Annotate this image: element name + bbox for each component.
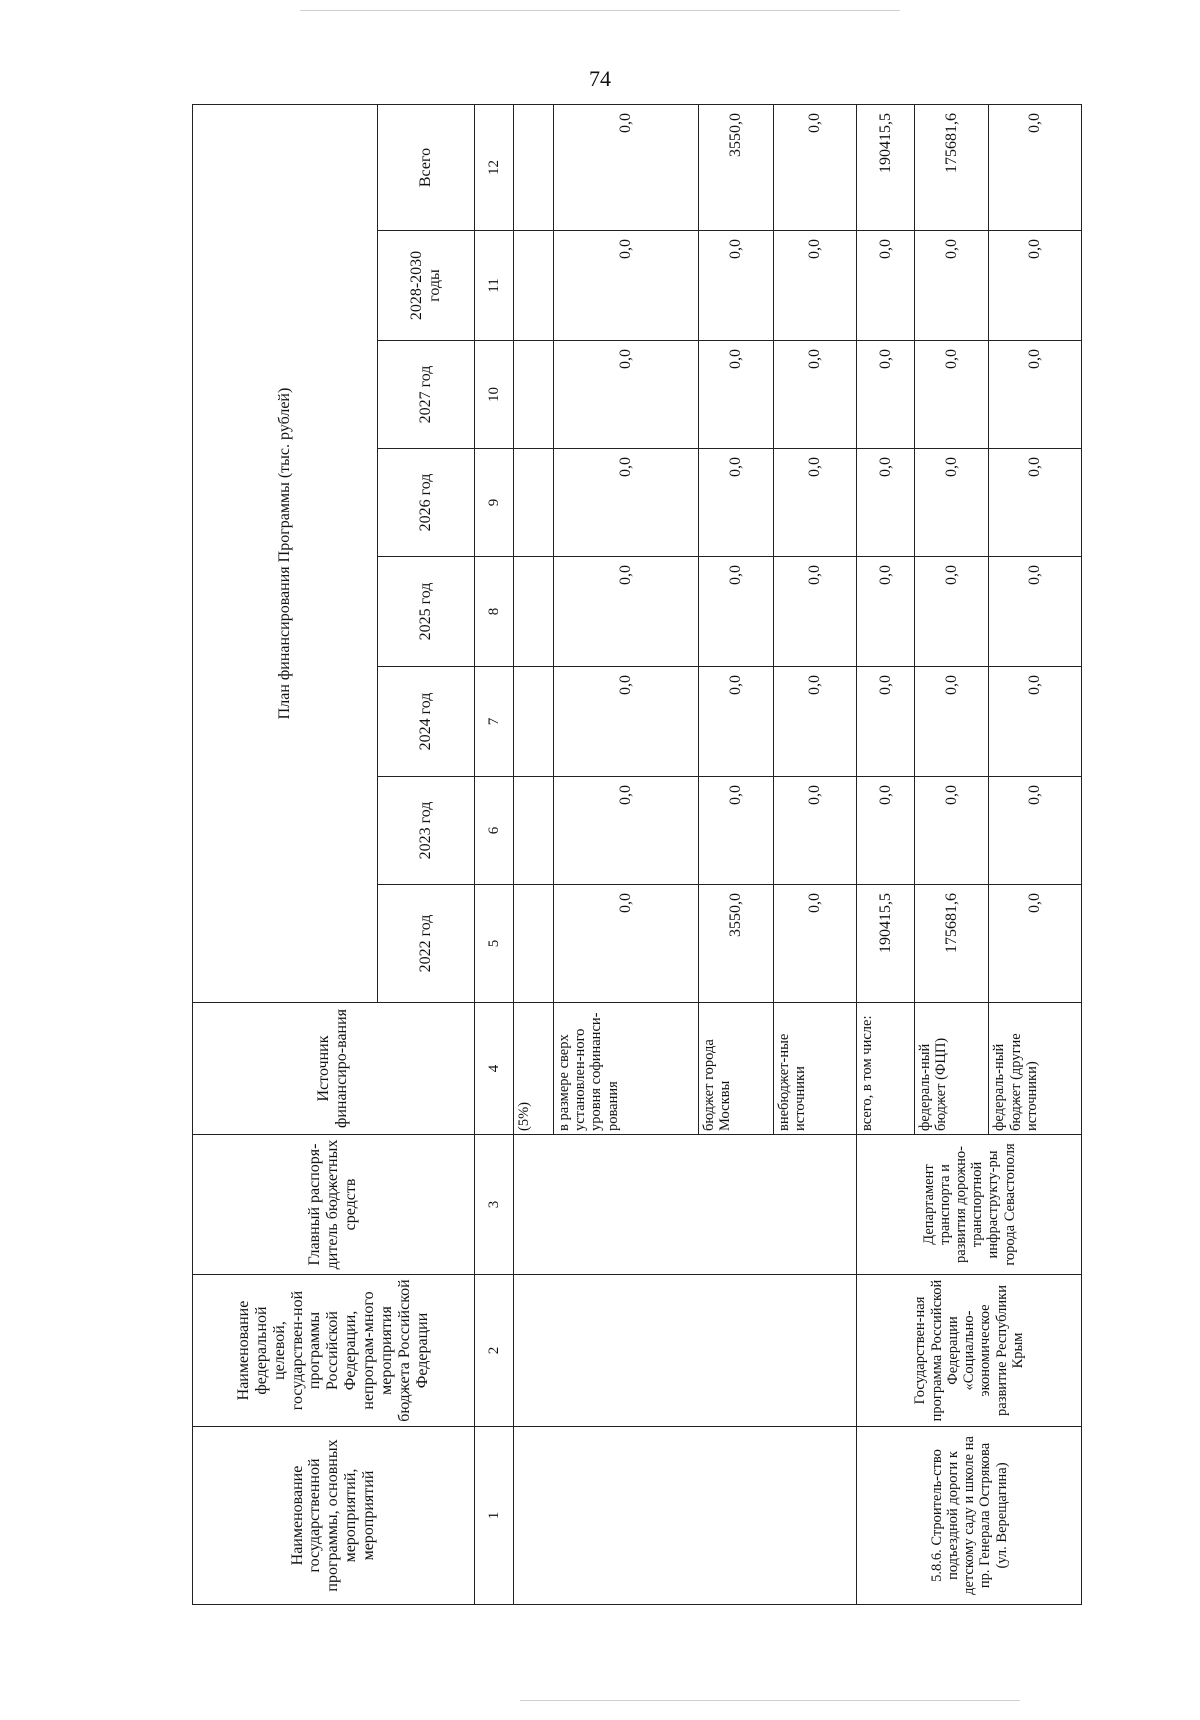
value-cell: 0,0 bbox=[699, 341, 774, 449]
header-funding-source: Источник финансиро-вания bbox=[193, 1003, 475, 1135]
column-number: 12 bbox=[474, 104, 514, 230]
funding-source-cell: (5%) bbox=[514, 1003, 554, 1135]
value-cell bbox=[514, 667, 554, 777]
value-cell bbox=[514, 885, 554, 1003]
value-cell: 0,0 bbox=[553, 104, 698, 230]
value-cell: 0,0 bbox=[989, 231, 1082, 341]
header-year-2026: 2026 год bbox=[377, 449, 474, 557]
value-cell: 0,0 bbox=[553, 557, 698, 667]
value-cell: 0,0 bbox=[773, 667, 857, 777]
value-cell: 0,0 bbox=[989, 557, 1082, 667]
table-row bbox=[514, 104, 554, 1604]
value-cell: 0,0 bbox=[989, 667, 1082, 777]
value-cell: 190415,5 bbox=[857, 885, 914, 1003]
value-cell: 0,0 bbox=[553, 885, 698, 1003]
value-cell: 0,0 bbox=[857, 557, 914, 667]
value-cell: 0,0 bbox=[773, 557, 857, 667]
value-cell: 0,0 bbox=[553, 667, 698, 777]
value-cell: 0,0 bbox=[553, 341, 698, 449]
item-manager-cell: Департамент транспорта и развития дорожно-транспортной инфраструкту-ры города Севастополя bbox=[857, 1135, 1082, 1275]
value-cell: 0,0 bbox=[857, 341, 914, 449]
header-year-2023: 2023 год bbox=[377, 777, 474, 885]
column-number: 10 bbox=[474, 341, 514, 449]
header-year-2028-2030: 2028-2030 годы bbox=[377, 231, 474, 341]
column-number: 7 bbox=[474, 667, 514, 777]
funding-source-cell: всего, в том числе: bbox=[857, 1003, 914, 1135]
value-cell: 0,0 bbox=[914, 667, 989, 777]
header-row bbox=[193, 104, 378, 1604]
header-year-2025: 2025 год bbox=[377, 557, 474, 667]
column-number-row bbox=[474, 104, 514, 1604]
value-cell: 0,0 bbox=[857, 449, 914, 557]
column-number: 5 bbox=[474, 885, 514, 1003]
blank-cell bbox=[514, 1135, 857, 1275]
header-year-2024: 2024 год bbox=[377, 667, 474, 777]
value-cell bbox=[514, 449, 554, 557]
page-number: 74 bbox=[589, 66, 611, 91]
value-cell: 0,0 bbox=[699, 449, 774, 557]
item-name-cell: 5.8.6. Строитель-ство подъездной дороги к детскому саду и школе на пр. Генерала Острякова (ул. Верещагина) bbox=[857, 1427, 1082, 1605]
value-cell bbox=[514, 777, 554, 885]
item-program-cell: Государствен-ная программа Российской Федерации «Социально-экономическое развитие Республики Крым bbox=[857, 1275, 1082, 1427]
column-number: 1 bbox=[474, 1427, 514, 1605]
funding-source-cell: внебюджет-ные источники bbox=[773, 1003, 857, 1135]
value-cell: 0,0 bbox=[553, 777, 698, 885]
value-cell: 0,0 bbox=[773, 231, 857, 341]
funding-table-rotated bbox=[192, 105, 1082, 1605]
value-cell: 175681,6 bbox=[914, 104, 989, 230]
value-cell: 3550,0 bbox=[699, 885, 774, 1003]
value-cell: 0,0 bbox=[914, 341, 989, 449]
column-number: 6 bbox=[474, 777, 514, 885]
value-cell: 3550,0 bbox=[699, 104, 774, 230]
value-cell: 175681,6 bbox=[914, 885, 989, 1003]
value-cell: 0,0 bbox=[989, 449, 1082, 557]
value-cell bbox=[514, 231, 554, 341]
table-row bbox=[857, 104, 914, 1604]
value-cell: 0,0 bbox=[553, 231, 698, 341]
value-cell bbox=[514, 557, 554, 667]
value-cell: 0,0 bbox=[989, 885, 1082, 1003]
value-cell: 190415,5 bbox=[857, 104, 914, 230]
value-cell: 0,0 bbox=[857, 231, 914, 341]
value-cell: 0,0 bbox=[914, 231, 989, 341]
value-cell: 0,0 bbox=[699, 557, 774, 667]
header-year-2022: 2022 год bbox=[377, 885, 474, 1003]
value-cell: 0,0 bbox=[699, 777, 774, 885]
column-number: 2 bbox=[474, 1275, 514, 1427]
column-number: 9 bbox=[474, 449, 514, 557]
value-cell bbox=[514, 104, 554, 230]
value-cell: 0,0 bbox=[773, 104, 857, 230]
value-cell: 0,0 bbox=[914, 557, 989, 667]
column-number: 11 bbox=[474, 231, 514, 341]
funding-plan-table bbox=[192, 104, 1082, 1605]
funding-source-cell: федераль-ный бюджет (ФЦП) bbox=[914, 1003, 989, 1135]
column-number: 4 bbox=[474, 1003, 514, 1135]
value-cell: 0,0 bbox=[989, 104, 1082, 230]
header-federal-program: Наименование федеральной целевой, государствен-ной программы Российской Федерации, непрограм-много мероприятия бюджета Российской Федерации bbox=[193, 1275, 475, 1427]
header-total: Всего bbox=[377, 104, 474, 230]
value-cell: 0,0 bbox=[773, 885, 857, 1003]
value-cell: 0,0 bbox=[989, 777, 1082, 885]
header-funding-plan: План финансирования Программы (тыс. рублей) bbox=[193, 104, 378, 1002]
blank-cell bbox=[514, 1275, 857, 1427]
value-cell: 0,0 bbox=[699, 231, 774, 341]
column-number: 8 bbox=[474, 557, 514, 667]
value-cell: 0,0 bbox=[773, 341, 857, 449]
value-cell: 0,0 bbox=[773, 449, 857, 557]
value-cell: 0,0 bbox=[699, 667, 774, 777]
header-year-2027: 2027 год bbox=[377, 341, 474, 449]
value-cell bbox=[514, 341, 554, 449]
header-budget-manager: Главный распоря-дитель бюджетных средств bbox=[193, 1135, 475, 1275]
value-cell: 0,0 bbox=[857, 777, 914, 885]
funding-source-cell: федераль-ный бюджет (другие источники) bbox=[989, 1003, 1082, 1135]
column-number: 3 bbox=[474, 1135, 514, 1275]
funding-source-cell: в размере сверх установлен-ного уровня софинанси-рования bbox=[553, 1003, 698, 1135]
value-cell: 0,0 bbox=[857, 667, 914, 777]
funding-source-cell: бюджет города Москвы bbox=[699, 1003, 774, 1135]
value-cell: 0,0 bbox=[914, 449, 989, 557]
value-cell: 0,0 bbox=[914, 777, 989, 885]
value-cell: 0,0 bbox=[553, 449, 698, 557]
header-program-name: Наименование государственной программы, основных мероприятий, мероприятий bbox=[193, 1427, 475, 1605]
blank-cell bbox=[514, 1427, 857, 1605]
value-cell: 0,0 bbox=[773, 777, 857, 885]
value-cell: 0,0 bbox=[989, 341, 1082, 449]
